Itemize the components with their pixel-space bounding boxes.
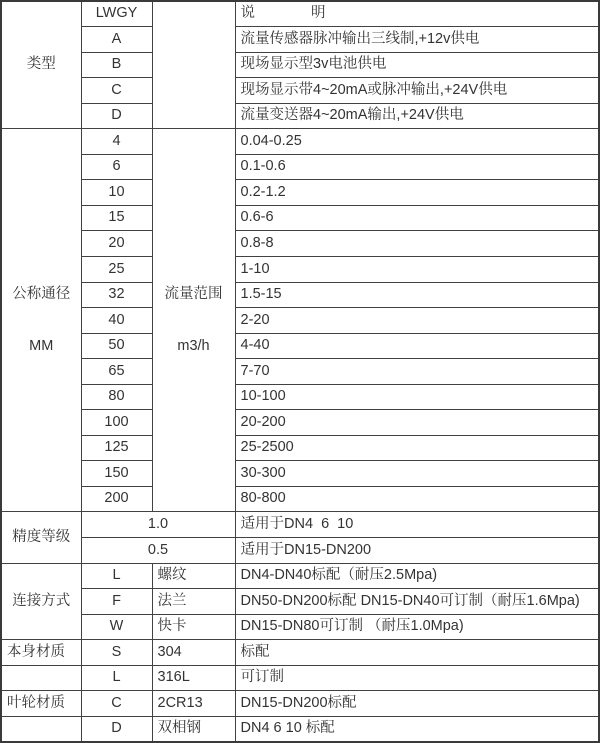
- table-row: [1, 308, 599, 334]
- material-desc: 可订制: [235, 665, 599, 691]
- accuracy-class-value: 1.0: [81, 512, 235, 538]
- dn-value: 10: [81, 180, 152, 206]
- flow-range-value: 4-40: [235, 333, 599, 359]
- flow-range-value: 1-10: [235, 256, 599, 282]
- dn-value: 50: [81, 333, 152, 359]
- dn-value: 125: [81, 435, 152, 461]
- table-row: [1, 27, 599, 53]
- table-row: [1, 614, 599, 640]
- flow-range-value: 25-2500: [235, 435, 599, 461]
- flow-range-value: 10-100: [235, 384, 599, 410]
- table-row: [1, 103, 599, 129]
- table-row: [1, 640, 599, 666]
- accuracy-desc: 适用于DN4 6 10: [235, 512, 599, 538]
- material-desc: 标配: [235, 640, 599, 666]
- table-row: [1, 282, 599, 308]
- description-header-text: 说明: [240, 5, 382, 22]
- accuracy-class-value: 0.5: [81, 537, 235, 563]
- flow-range-value: 0.1-0.6: [235, 154, 599, 180]
- connection-desc: DN15-DN80可订制 （耐压1.0Mpa): [235, 614, 599, 640]
- table-row: [1, 461, 599, 487]
- connection-code: F: [81, 589, 152, 615]
- table-row: [1, 129, 599, 155]
- dn-value: 32: [81, 282, 152, 308]
- connection-name: 快卡: [152, 614, 235, 640]
- table-row: [1, 333, 599, 359]
- table-row: [1, 384, 599, 410]
- table-row: [1, 563, 599, 589]
- empty-cell: [1, 716, 81, 742]
- flow-range-value: 0.8-8: [235, 231, 599, 257]
- table-row: [1, 512, 599, 538]
- table-row: [1, 435, 599, 461]
- table-row: [1, 231, 599, 257]
- material-name: 2CR13: [152, 691, 235, 717]
- material-code: L: [81, 665, 152, 691]
- flow-range-value: 0.2-1.2: [235, 180, 599, 206]
- table-row: [1, 589, 599, 615]
- dn-value: 40: [81, 308, 152, 334]
- type-desc: 现场显示带4~20mA或脉冲输出,+24V供电: [235, 78, 599, 104]
- material-code: D: [81, 716, 152, 742]
- type-code: C: [81, 78, 152, 104]
- accuracy-section-label: 精度等级: [1, 512, 81, 563]
- table-row: [1, 205, 599, 231]
- dn-value: 25: [81, 256, 152, 282]
- table-row: [1, 691, 599, 717]
- empty-cell: [152, 1, 235, 129]
- flow-range-value: 80-800: [235, 486, 599, 512]
- dn-value: 4: [81, 129, 152, 155]
- diameter-section-label: [1, 129, 81, 512]
- table-row: [1, 716, 599, 742]
- impeller-material-section-label: 叶轮材质: [1, 691, 81, 717]
- dn-value: 6: [81, 154, 152, 180]
- type-code: D: [81, 103, 152, 129]
- material-name: 304: [152, 640, 235, 666]
- flow-range-value: 2-20: [235, 308, 599, 334]
- type-code: B: [81, 52, 152, 78]
- table-row: [1, 359, 599, 385]
- dn-value: 150: [81, 461, 152, 487]
- accuracy-desc: 适用于DN15-DN200: [235, 537, 599, 563]
- type-desc: 现场显示型3v电池供电: [235, 52, 599, 78]
- table-row: [1, 486, 599, 512]
- dn-value: 100: [81, 410, 152, 436]
- connection-name: 法兰: [152, 589, 235, 615]
- connection-desc: DN50-DN200标配 DN15-DN40可订制（耐压1.6Mpa): [235, 589, 599, 615]
- material-name: 双相钢: [152, 716, 235, 742]
- flow-range-value: 20-200: [235, 410, 599, 436]
- table-row: [1, 1, 599, 27]
- dn-value: 80: [81, 384, 152, 410]
- connection-name: 螺纹: [152, 563, 235, 589]
- flow-range-value: 0.04-0.25: [235, 129, 599, 155]
- material-desc: DN15-DN200标配: [235, 691, 599, 717]
- model-header-cell: LWGY: [81, 1, 152, 27]
- diameter-label-line2: MM: [29, 337, 54, 354]
- dn-value: 65: [81, 359, 152, 385]
- type-desc: 流量传感器脉冲输出三线制,+12v供电: [235, 27, 599, 53]
- table-row: [1, 256, 599, 282]
- dn-value: 200: [81, 486, 152, 512]
- material-name: 316L: [152, 665, 235, 691]
- table-row: [1, 154, 599, 180]
- table-row: [1, 537, 599, 563]
- connection-section-label: 连接方式: [1, 563, 81, 640]
- material-desc: DN4 6 10 标配: [235, 716, 599, 742]
- flow-range-value: 0.6-6: [235, 205, 599, 231]
- table-row: [1, 665, 599, 691]
- type-code: A: [81, 27, 152, 53]
- description-header-cell: [235, 1, 599, 27]
- flow-range-value: 1.5-15: [235, 282, 599, 308]
- body-material-section-label: 本身材质: [1, 640, 81, 666]
- material-code: C: [81, 691, 152, 717]
- flow-range-value: 30-300: [235, 461, 599, 487]
- material-code: S: [81, 640, 152, 666]
- type-desc: 流量变送器4~20mA输出,+24V供电: [235, 103, 599, 129]
- type-section-label: 类型: [1, 1, 81, 129]
- diameter-label-line1: 公称通径: [12, 285, 71, 302]
- connection-code: L: [81, 563, 152, 589]
- flow-range-label: [152, 129, 235, 512]
- flow-range-value: 7-70: [235, 359, 599, 385]
- empty-cell: [1, 665, 81, 691]
- dn-value: 20: [81, 231, 152, 257]
- connection-code: W: [81, 614, 152, 640]
- connection-desc: DN4-DN40标配（耐压2.5Mpa): [235, 563, 599, 589]
- dn-value: 15: [81, 205, 152, 231]
- table-row: [1, 180, 599, 206]
- flow-range-label-line1: 流量范围: [164, 285, 223, 302]
- table-row: [1, 78, 599, 104]
- table-row: [1, 410, 599, 436]
- table-row: [1, 52, 599, 78]
- flow-range-label-line2: m3/h: [177, 337, 210, 354]
